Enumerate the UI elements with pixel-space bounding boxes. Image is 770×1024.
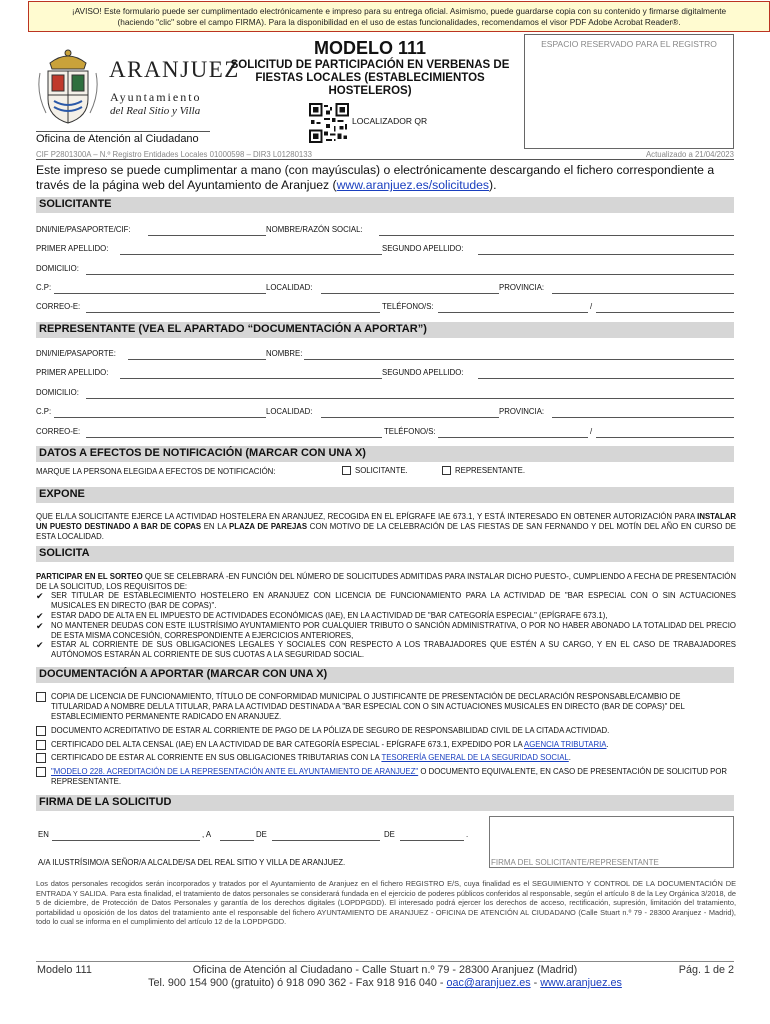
solicitante-row-domicilio [36, 264, 734, 275]
privacy-notice: Los datos personales recogidos serán incorporados y tratados por el Ayuntamiento de Aranjuez en el fichero REGISTRO E/S, cuya finalidad es el SEGUIMIENTO Y CONTROL DE LA DOCUMENTACIÓN DE ENTRADA Y SALIDA. Para esta finalidad, el tratamiento de datos personales se considerará fundada en el ejercicio de poderes públicos conferidos al responsable, según el artículo 8 de la Ley Orgánica 3/2018, de 5 de diciembre, de Protección de Datos Personales y garantía de los derechos digitales (LOPDPGDD). El interesado podrá ejercer los derechos de acceso, rectificación, supresión, limitación del tratamiento, portabilidad u oposición de los datos del tratamiento ante el responsable del fichero AYUNTAMIENTO DE ARANJUEZ - OFICINA DE ATENCIÓN AL CIUDADANO (Calle Stuart n.º 79 - 28300 Aranjuez - Madrid), todo lo cual se informa en el cumplimiento del artículo 12 de la LOPDPGDD. [36, 879, 736, 927]
representante-domicilio-field[interactable] [86, 398, 734, 399]
representante-ap2-label: SEGUNDO APELLIDO: [382, 368, 464, 377]
solicitante-ap1-label: PRIMER APELLIDO: [36, 244, 109, 253]
solicitante-provincia-field[interactable] [552, 293, 734, 294]
representante-domicilio-label: DOMICILIO: [36, 388, 79, 397]
notificacion-representante-option[interactable] [442, 466, 525, 475]
representante-row-contacto [36, 427, 734, 438]
doc-iae-body: CERTIFICADO DEL ALTA CENSAL (IAE) EN LA ACTIVIDAD DE BAR CATEGORÍA ESPECIAL - EPÍGRAFE 673.1, EXPEDIDO POR LA [51, 740, 525, 749]
expone-part-3: CON MOTIVO DE LA CELEBRACIÓN DE LAS FIESTAS DE SAN FERNANDO Y DEL MOTÍN DEL AÑO EN CURSO DE ESTA LOCALIDAD. [36, 522, 736, 542]
solicitante-telefonos-label: TELÉFONO/S: [382, 302, 434, 311]
footer-model: Modelo 111 [37, 964, 92, 976]
check-mark-icon: ✔ [36, 621, 44, 631]
solicitante-localidad-label: LOCALIDAD: [266, 283, 313, 292]
firma-end-dot: . [466, 830, 469, 839]
intro-body: Este impreso se puede cumplimentar a mano (con mayúsculas) o electrónicamente descargando el fichero correspondiente a través de la página web del Ayuntamiento de Aranjuez ( [36, 163, 715, 192]
expone-part-1: QUE EL/LA SOLICITANTE EJERCE LA ACTIVIDAD HOSTELERA EN ARANJUEZ, RECOGIDA EN EL EPÍGRAFE IAE 673.1, Y ESTÁ INTERESADO EN OBTENER AUTORIZACIÓN PARA [36, 512, 698, 521]
representante-dni-label: DNI/NIE/PASAPORTE: [36, 349, 116, 358]
solicitante-dni-label: DNI/NIE/PASAPORTE/CIF: [36, 225, 131, 234]
solicitante-row-apellidos [36, 244, 734, 255]
footer-separator: - [530, 977, 541, 989]
solicita-item-2: ESTAR DADO DE ALTA EN EL IMPUESTO DE ACTIVIDADES ECONÓMICAS (IAE), EN LA ACTIVIDAD DE "BAR CATEGORÍA ESPECIAL" (EPÍGRAFE 673.1), [51, 611, 608, 620]
page-number: Pág. 1 de 2 [678, 964, 734, 976]
notificacion-solicitante-option[interactable] [342, 466, 408, 475]
doc-seguro-checkbox[interactable] [36, 726, 46, 736]
solicitante-provincia-label: PROVINCIA: [499, 283, 545, 292]
firma-anio-field[interactable] [400, 840, 464, 841]
check-mark-icon: ✔ [36, 640, 44, 650]
agencia-tributaria-link[interactable]: AGENCIA TRIBUTARIA [524, 740, 607, 749]
representante-cp-label: C.P: [36, 407, 52, 416]
doc-licencia-text: COPIA DE LICENCIA DE FUNCIONAMIENTO, TÍTULO DE CONFORMIDAD MUNICIPAL O JUSTIFICANTE DE PRESENTACIÓN DE DECLARACIÓN RESPONSABLE/CAMBIO DE TITULARIDAD A NOMBRE DEL/LA TITULAR, PARA LA ACTIVIDAD DESTINADA A "BAR ESPECIAL CON O SIN ACTUACIONES MUSICALES EN DIRECTO (BAR DE COPAS)" DEL ESTABLECIMIENTO PERMANENTE RADICADO EN ARANJUEZ. [51, 692, 685, 722]
doc-iae-text [51, 740, 731, 750]
representante-row-apellidos [36, 368, 734, 379]
expone-text [36, 512, 736, 543]
representante-correo-field[interactable] [86, 437, 382, 438]
cif-registry-info: CIF P2801300A – N.º Registro Entidades Locales 01000598 – DIR3 L01280133 [36, 150, 312, 159]
section-solicita: SOLICITA [36, 546, 734, 562]
qr-code-icon[interactable] [309, 103, 349, 143]
solicitante-checkbox[interactable] [342, 466, 351, 475]
notice-line-1: ¡AVISO! Este formulario puede ser cumplimentado electrónicamente e impreso para su entrega oficial. Asimismo, puede guardarse copia con su contenido y firmarse digitalmente [71, 6, 727, 16]
doc-seguridad-social-tail: . [568, 753, 571, 762]
solicita-item-3: NO MANTENER DEUDAS CON ESTE ILUSTRÍSIMO AYUNTAMIENTO POR CUALQUIER TRIBUTO O SANCIÓN ADMINISTRATIVA, O POR NO HABER ABONADO LA TOTALIDAD DEL PRECIO DE ESTA MISMA CONCESIÓN, CORRESPONDIENTE A EJERCICIOS ANTERIORES, [51, 621, 736, 641]
solicitante-cp-field[interactable] [54, 293, 266, 294]
representante-telefono-separator: / [590, 427, 593, 436]
footer-office-address: Oficina de Atención al Ciudadano - Calle Stuart n.º 79 - 28300 Aranjuez (Madrid) [192, 964, 578, 976]
representante-cp-field[interactable] [54, 417, 266, 418]
doc-iae-checkbox[interactable] [36, 740, 46, 750]
solicita-lead-text: QUE SE CELEBRARÁ -EN FUNCIÓN DEL NÚMERO DE SOLICITUDES ADMITIDAS PARA INSTALAR DICHO PUESTO-, CUMPLIENDO A FECHA DE PRESENTACIÓN DE LA SOLICITUD, LOS REQUISITOS DE: [36, 572, 736, 592]
doc-seguro-text: DOCUMENTO ACREDITATIVO DE ESTAR AL CORRIENTE DE PAGO DE LA PÓLIZA DE SEGURO DE RESPONSABILIDAD CIVIL DE LA CITADA ACTIVIDAD. [51, 726, 610, 735]
solicitante-correo-label: CORREO-E: [36, 302, 81, 311]
solicitante-row-localidad [36, 283, 734, 294]
firma-de1-label: DE [256, 830, 267, 839]
intro-text [36, 163, 736, 193]
registry-reserved-label: ESPACIO RESERVADO PARA EL REGISTRO [541, 39, 717, 49]
footer-divider [36, 961, 734, 962]
tesoreria-link[interactable]: TESORERÍA GENERAL DE LA SEGURIDAD SOCIAL [381, 753, 569, 762]
check-mark-icon: ✔ [36, 611, 44, 621]
office-divider [36, 131, 210, 132]
firma-addressee: A/A ILUSTRÍSIMO/A SEÑOR/A ALCALDE/SA DEL REAL SITIO Y VILLA DE ARANJUEZ. [38, 858, 346, 867]
representante-ap1-label: PRIMER APELLIDO: [36, 368, 109, 377]
modelo-228-link[interactable]: "MODELO 228. ACREDITACIÓN DE LA REPRESENTACIÓN ANTE EL AYUNTAMIENTO DE ARANJUEZ" [51, 767, 419, 776]
representante-telefono1-field[interactable] [438, 437, 588, 438]
form-model-number: MODELO 111 [313, 38, 427, 58]
expone-part-2: EN LA [201, 522, 230, 532]
real-sitio-label: del Real Sitio y Villa [110, 105, 201, 117]
ayuntamiento-label: Ayuntamiento [110, 90, 202, 104]
doc-item-modelo-228 [36, 767, 736, 788]
doc-seguridad-social-body: CERTIFICADO DE ESTAR AL CORRIENTE EN SUS OBLIGACIONES TRIBUTARIAS CON LA [51, 753, 382, 762]
firma-de2-label: DE [384, 830, 395, 839]
office-name: Oficina de Atención al Ciudadano [36, 133, 199, 145]
representante-nombre-label: NOMBRE: [266, 349, 303, 358]
section-solicitante: SOLICITANTE [36, 197, 734, 213]
expone-bold-1: INSTALAR UN PUESTO DESTINADO A BAR DE COPAS [36, 512, 736, 532]
footer-web-link[interactable]: www.aranjuez.es [540, 977, 622, 989]
solicitante-dni-field[interactable] [148, 235, 266, 236]
aranjuez-coat-of-arms-logo [36, 43, 100, 129]
header-divider [36, 159, 734, 160]
check-mark-icon: ✔ [36, 591, 44, 601]
doc-modelo-228-body: O DOCUMENTO EQUIVALENTE, EN CASO DE PRESENTACIÓN DE SOLICITUD POR REPRESENTANTE. [51, 767, 728, 787]
solicitante-correo-field[interactable] [86, 312, 380, 313]
solicita-item-1: SER TITULAR DE ESTABLECIMIENTO HOSTELERO EN ARANJUEZ CON LICENCIA DE FUNCIONAMIENTO PARA LA ACTIVIDAD DE "BAR ESPECIAL CON O SIN ACTUACIONES MUSICALES EN DIRECTO (BAR DE COPAS)". [51, 591, 736, 611]
section-expone: EXPONE [36, 487, 734, 503]
notificacion-row [36, 467, 734, 478]
solicita-item-4: ESTAR AL CORRIENTE DE SUS OBLIGACIONES LEGALES Y SOCIALES CON RESPECTO A LOS TRABAJADORES QUE ESTÉN A SU CARGO, Y EN EL CASO DE TRABAJADORES AUTÓNOMOS ESTARÁN AL CORRIENTE DE SUS CUOTAS A LA SEGURIDAD SOCIAL. [51, 640, 736, 660]
solicitante-telefono2-field[interactable] [596, 312, 734, 313]
solicita-lead [36, 572, 736, 592]
representante-row-id [36, 349, 734, 360]
intro-tail: ). [489, 178, 497, 192]
representante-telefono2-field[interactable] [596, 437, 734, 438]
digital-form-notice [28, 1, 770, 32]
representante-localidad-field[interactable] [321, 417, 499, 418]
doc-item-licencia [36, 692, 736, 723]
solicitante-domicilio-field[interactable] [86, 274, 734, 275]
firma-a-label: , A [202, 830, 212, 839]
section-representante: REPRESENTANTE (VEA EL APARTADO “DOCUMENTACIÓN A APORTAR”) [36, 322, 734, 338]
updated-date: Actualizado a 21/04/2023 [645, 150, 734, 159]
representante-ap1-field[interactable] [120, 378, 382, 379]
doc-iae-tail: . [606, 740, 609, 749]
doc-licencia-checkbox[interactable] [36, 692, 46, 702]
registry-reserved-box [524, 34, 734, 149]
solicitante-option-label: SOLICITANTE. [355, 466, 408, 475]
notificacion-prompt: MARQUE LA PERSONA ELEGIDA A EFECTOS DE NOTIFICACIÓN: [36, 467, 276, 476]
solicitante-domicilio-label: DOMICILIO: [36, 264, 79, 273]
doc-seguridad-social-text [51, 753, 731, 763]
doc-seguridad-social-checkbox[interactable] [36, 753, 46, 763]
solicitante-ap1-field[interactable] [120, 254, 382, 255]
doc-item-seguro [36, 726, 736, 737]
solicitante-row-id [36, 225, 734, 236]
doc-modelo-228-text [51, 767, 731, 787]
notice-line-2: (haciendo "clic" sobre el campo FIRMA). Para la disponibilidad en el uso de estas funcionalidades, recomendamos el visor PDF Adobe Acrobat Reader®. [117, 16, 681, 27]
doc-modelo-228-checkbox[interactable] [36, 767, 46, 777]
solicitante-nombre-field[interactable] [379, 235, 734, 236]
doc-item-seguridad-social [36, 753, 736, 764]
representante-row-domicilio [36, 388, 734, 399]
solicitante-nombre-label: NOMBRE/RAZÓN SOCIAL: [266, 225, 363, 234]
form-title: SOLICITUD DE PARTICIPACIÓN EN VERBENAS DE FIESTAS LOCALES (ESTABLECIMIENTOS HOSTELEROS) [230, 59, 510, 97]
footer-phones: Tel. 900 154 900 (gratuito) ó 918 090 362 - Fax 918 916 040 - [148, 977, 447, 989]
representante-checkbox[interactable] [442, 466, 451, 475]
firma-dia-field[interactable] [220, 840, 254, 841]
solicitante-ap2-label: SEGUNDO APELLIDO: [382, 244, 464, 253]
solicitante-ap2-field[interactable] [478, 254, 734, 255]
representante-nombre-field[interactable] [304, 359, 734, 360]
representante-localidad-label: LOCALIDAD: [266, 407, 313, 416]
representante-telefonos-label: TELÉFONO/S: [384, 427, 436, 436]
solicitante-localidad-field[interactable] [321, 293, 499, 294]
solicita-lead-bold: PARTICIPAR EN EL SORTEO [36, 572, 143, 581]
firma-lugar-field[interactable] [52, 840, 200, 841]
section-documentacion: DOCUMENTACIÓN A APORTAR (MARCAR CON UNA X) [36, 667, 734, 683]
doc-item-iae [36, 740, 736, 751]
solicitante-row-contacto [36, 302, 734, 313]
representante-dni-field[interactable] [128, 359, 266, 360]
solicitante-telefono1-field[interactable] [438, 312, 588, 313]
firma-en-label: EN [38, 830, 49, 839]
signature-label: FIRMA DEL SOLICITANTE/REPRESENTANTE [491, 858, 659, 867]
representante-option-label: REPRESENTANTE. [455, 466, 526, 475]
representante-provincia-label: PROVINCIA: [499, 407, 545, 416]
qr-locator-label: LOCALIZADOR QR [352, 116, 428, 126]
representante-ap2-field[interactable] [478, 378, 734, 379]
solicitante-telefono-separator: / [590, 302, 593, 311]
section-notificacion: DATOS A EFECTOS DE NOTIFICACIÓN (MARCAR CON UNA X) [36, 446, 734, 462]
solicitante-cp-label: C.P: [36, 283, 52, 292]
footer-email-link[interactable]: oac@aranjuez.es [446, 977, 531, 989]
representante-correo-label: CORREO-E: [36, 427, 81, 436]
expone-bold-2: PLAZA DE PAREJAS [229, 522, 308, 532]
firma-mes-field[interactable] [272, 840, 380, 841]
section-firma: FIRMA DE LA SOLICITUD [36, 795, 734, 811]
municipality-name: ARANJUEZ [109, 57, 240, 82]
solicitudes-link[interactable]: www.aranjuez.es/solicitudes [336, 178, 490, 192]
representante-provincia-field[interactable] [552, 417, 734, 418]
footer-contact [120, 977, 650, 989]
representante-row-localidad [36, 407, 734, 418]
